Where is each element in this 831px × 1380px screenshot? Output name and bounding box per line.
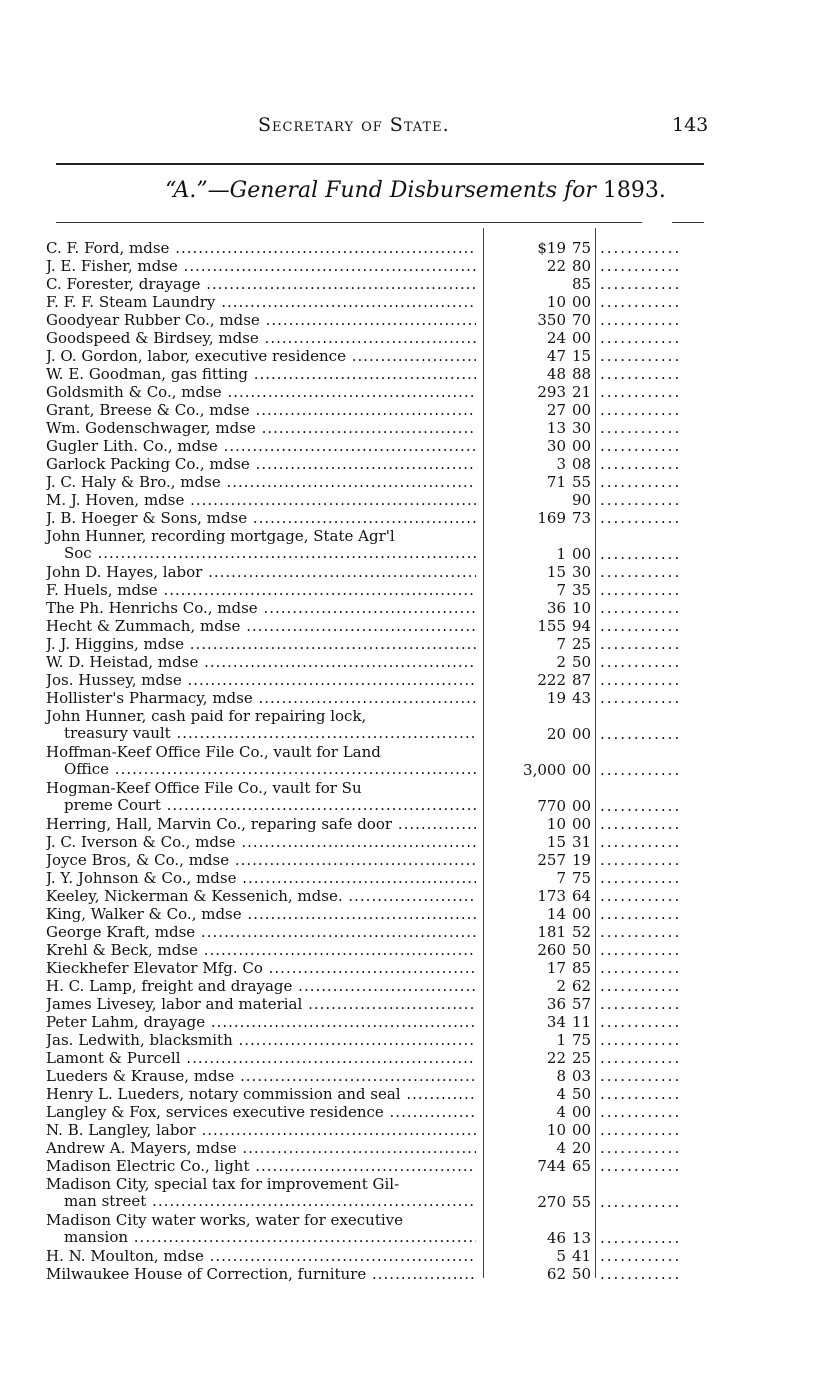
payee-name-line1: Hogman-Keef Office File Co., vault for Su [46,779,362,797]
payee-name: Kieckhefer Elevator Mfg. Co ..... [46,960,476,977]
payee-name: J. C. Haly & Bro., mdse ..... [46,474,476,491]
payee-name-line2: Soc ..... [46,545,476,562]
amount-cents: 10 [572,599,592,617]
amount-cents: 00 [572,725,592,743]
amount-dollars: $19 [537,239,566,257]
amount-cents: 90 [572,491,592,509]
amount-cents: 50 [572,1265,592,1283]
payee-name-line2: Office ..... [46,761,476,778]
amount-cents: 55 [572,473,592,491]
dot-leader: ............ [600,672,682,689]
amount-dollars: 7 [556,635,566,653]
dot-leader: ............ [600,1014,682,1031]
amount-dollars: 1 [556,1031,566,1049]
amount-dollars: 4 [556,1103,566,1121]
amount-cents: 00 [572,545,592,563]
amount-cents: 85 [572,275,592,293]
amount-dollars: 20 [546,725,566,743]
amount-cents: 57 [572,995,592,1013]
amount-dollars: 4 [556,1085,566,1103]
amount-dollars: 62 [546,1265,566,1283]
payee-name [46,780,476,814]
amount-cents: 00 [572,329,592,347]
amount-cents: 00 [572,1121,592,1139]
dot-leader: ............ [600,924,682,941]
amount-cents: 65 [572,1157,592,1175]
amount-dollars: 222 [537,671,566,689]
payee-name: Goodyear Rubber Co., mdse ..... [46,312,476,329]
amount-cents: 00 [572,437,592,455]
dot-leader: ............ [600,1230,682,1247]
payee-name-line1: Madison City water works, water for executive [46,1211,403,1229]
dot-leader: ............ [600,510,682,527]
payee-name: Lamont & Purcell ..... [46,1050,476,1067]
payee-name: Krehl & Beck, mdse ..... [46,942,476,959]
dot-leader: ............ [600,996,682,1013]
amount-dollars: 15 [546,833,566,851]
amount-cents: 00 [572,293,592,311]
amount-dollars: 27 [546,401,566,419]
amount-dollars: 270 [537,1193,566,1211]
amount-cents: 00 [572,1103,592,1121]
payee-name: Milwaukee House of Correction, furniture ..... [46,1266,476,1283]
amount-dollars: 3 [556,455,566,473]
amount-cents: 19 [572,851,592,869]
dot-leader: ............ [600,1122,682,1139]
payee-name: Peter Lahm, drayage ..... [46,1014,476,1031]
amount-dollars: 24 [546,329,566,347]
payee-name: Lueders & Krause, mdse ..... [46,1068,476,1085]
payee-name-line2: preme Court ..... [46,797,476,814]
payee-name: J. O. Gordon, labor, executive residence ..... [46,348,476,365]
amount-dollars: 13 [546,419,566,437]
payee-name: Hollister's Pharmacy, mdse ..... [46,690,476,707]
dot-leader: ............ [600,438,682,455]
dot-leader: ............ [600,564,682,581]
dot-leader: ............ [600,1086,682,1103]
payee-name-line1: Hoffman-Keef Office File Co., vault for Land [46,743,381,761]
amount-dollars: 744 [537,1157,566,1175]
payee-name: Joyce Bros, & Co., mdse ..... [46,852,476,869]
amount-dollars: 7 [556,869,566,887]
dot-leader: ............ [600,1104,682,1121]
amount-dollars: 17 [546,959,566,977]
amount-dollars: 770 [537,797,566,815]
amount-dollars: 155 [537,617,566,635]
payee-name: H. C. Lamp, freight and drayage ..... [46,978,476,995]
dot-leader: ............ [600,762,682,779]
payee-name: N. B. Langley, labor ..... [46,1122,476,1139]
dot-leader: ............ [600,1050,682,1067]
amount-cents: 31 [572,833,592,851]
amount-cents: 64 [572,887,592,905]
payee-name: J. E. Fisher, mdse ..... [46,258,476,275]
payee-name: M. J. Hoven, mdse ..... [46,492,476,509]
amount-dollars: 8 [556,1067,566,1085]
dot-leader: ............ [600,1158,682,1175]
amount-cents: 00 [572,905,592,923]
dot-leader: ............ [600,420,682,437]
dot-leader: ............ [600,654,682,671]
amount-cents: 41 [572,1247,592,1265]
payee-name: Jos. Hussey, mdse ..... [46,672,476,689]
payee-name: Herring, Hall, Marvin Co., reparing safe door ..... [46,816,476,833]
dot-leader: ............ [600,474,682,491]
payee-name: H. N. Moulton, mdse ..... [46,1248,476,1265]
amount-dollars: 4 [556,1139,566,1157]
dot-leader: ............ [600,402,682,419]
dot-leader: ............ [600,942,682,959]
amount-dollars: 36 [546,995,566,1013]
dot-leader: ............ [600,1194,682,1211]
payee-name-line1: John Hunner, cash paid for repairing lock, [46,707,367,725]
payee-name: Langley & Fox, services executive residence ..... [46,1104,476,1121]
dot-leader: ............ [600,294,682,311]
amount-cents: 30 [572,419,592,437]
amount-dollars: 10 [546,815,566,833]
amount-dollars: 46 [546,1229,566,1247]
amount-cents: 50 [572,941,592,959]
amount-cents: 25 [572,1049,592,1067]
amount-cents: 00 [572,401,592,419]
amount-dollars: 3,000 [523,761,566,779]
payee-name [46,744,476,778]
amount-cents: 87 [572,671,592,689]
amount-cents: 50 [572,1085,592,1103]
running-title: Secretary of State. [258,114,450,136]
payee-name-line1: John Hunner, recording mortgage, State Agr'l [46,527,395,545]
dot-leader: ............ [600,978,682,995]
amount-dollars: 71 [546,473,566,491]
amount-cents: 03 [572,1067,592,1085]
payee-name-line2: treasury vault ..... [46,725,476,742]
payee-name: Andrew A. Mayers, mdse ..... [46,1140,476,1157]
dot-leader: ............ [600,384,682,401]
payee-name: Goldsmith & Co., mdse ..... [46,384,476,401]
dot-leader: ............ [600,618,682,635]
dot-leader: ............ [600,906,682,923]
dot-leader: ............ [600,276,682,293]
payee-name: Garlock Packing Co., mdse ..... [46,456,476,473]
dot-leader: ............ [600,258,682,275]
amount-dollars: 36 [546,599,566,617]
payee-name: W. E. Goodman, gas fitting ..... [46,366,476,383]
amount-dollars: 173 [537,887,566,905]
amount-dollars: 350 [537,311,566,329]
amount-cents: 94 [572,617,592,635]
payee-name: Henry L. Lueders, notary commission and seal ..... [46,1086,476,1103]
dot-leader: ............ [600,852,682,869]
amount-cents: 85 [572,959,592,977]
amount-dollars: 257 [537,851,566,869]
dot-leader: ............ [600,726,682,743]
amount-cents: 08 [572,455,592,473]
table-title-text: “A.”—General Fund Disbursements for [165,178,596,203]
amount-cents: 15 [572,347,592,365]
amount-cents: 13 [572,1229,592,1247]
amount-cents: 75 [572,1031,592,1049]
payee-name: Madison Electric Co., light ..... [46,1158,476,1175]
payee-name: J. J. Higgins, mdse ..... [46,636,476,653]
payee-name [46,708,476,742]
payee-name: Wm. Godenschwager, mdse ..... [46,420,476,437]
payee-name: Jas. Ledwith, blacksmith ..... [46,1032,476,1049]
dot-leader: ............ [600,240,682,257]
payee-name: C. F. Ford, mdse ..... [46,240,476,257]
payee-name: King, Walker & Co., mdse ..... [46,906,476,923]
amount-cents: 35 [572,581,592,599]
amount-dollars: 48 [546,365,566,383]
dot-leader: ............ [600,1140,682,1157]
payee-name-line2: man street ..... [46,1193,476,1210]
amount-cents: 21 [572,383,592,401]
amount-dollars: 2 [556,653,566,671]
payee-name: J. C. Iverson & Co., mdse ..... [46,834,476,851]
amount-dollars: 19 [546,689,566,707]
amount-dollars: 22 [546,1049,566,1067]
payee-name: Keeley, Nickerman & Kessenich, mdse. ..... [46,888,476,905]
payee-name: Gugler Lith. Co., mdse ..... [46,438,476,455]
amount-cents: 55 [572,1193,592,1211]
dot-leader: ............ [600,870,682,887]
amount-dollars: 260 [537,941,566,959]
amount-dollars: 181 [537,923,566,941]
dot-leader: ............ [600,492,682,509]
payee-name: W. D. Heistad, mdse ..... [46,654,476,671]
payee-name: F. Huels, mdse ..... [46,582,476,599]
table-title-year: 1893. [602,178,666,203]
amount-dollars: 1 [556,545,566,563]
amount-cents: 30 [572,563,592,581]
payee-name: Goodspeed & Birdsey, mdse ..... [46,330,476,347]
dot-leader: ............ [600,366,682,383]
amount-dollars: 22 [546,257,566,275]
payee-name [46,1176,476,1210]
dot-leader: ............ [600,330,682,347]
amount-cents: 20 [572,1139,592,1157]
dot-leader: ............ [600,816,682,833]
amount-dollars: 14 [546,905,566,923]
amount-cents: 11 [572,1013,592,1031]
amount-cents: 00 [572,797,592,815]
amount-cents: 50 [572,653,592,671]
amount-cents: 73 [572,509,592,527]
dot-leader: ............ [600,1266,682,1283]
payee-name: F. F. F. Steam Laundry ..... [46,294,476,311]
dot-leader: ............ [600,960,682,977]
dot-leader: ............ [600,636,682,653]
payee-name-line1: Madison City, special tax for improvement Gil- [46,1175,400,1193]
payee-name: Hecht & Zummach, mdse ..... [46,618,476,635]
payee-name: James Livesey, labor and material ..... [46,996,476,1013]
dot-leader: ............ [600,888,682,905]
amount-cents: 00 [572,761,592,779]
amount-dollars: 30 [546,437,566,455]
amount-cents: 70 [572,311,592,329]
dot-leader: ............ [600,690,682,707]
dot-leader: ............ [600,600,682,617]
amount-dollars: 7 [556,581,566,599]
amount-dollars: 10 [546,1121,566,1139]
payee-name: J. B. Hoeger & Sons, mdse ..... [46,510,476,527]
amount-cents: 62 [572,977,592,995]
amount-dollars: 5 [556,1247,566,1265]
amount-dollars: 47 [546,347,566,365]
amount-cents: 88 [572,365,592,383]
amount-dollars: 2 [556,977,566,995]
amount-cents: 75 [572,239,592,257]
payee-name: C. Forester, drayage ..... [46,276,476,293]
payee-name: Grant, Breese & Co., mdse ..... [46,402,476,419]
dot-leader: ............ [600,834,682,851]
dot-leader: ............ [600,582,682,599]
amount-dollars: 293 [537,383,566,401]
dot-leader: ............ [600,1068,682,1085]
payee-name [46,528,476,562]
page-number: 143 [672,114,709,136]
amount-cents: 43 [572,689,592,707]
payee-name: John D. Hayes, labor ..... [46,564,476,581]
payee-name [46,1212,476,1246]
dot-leader: ............ [600,1248,682,1265]
payee-name: George Kraft, mdse ..... [46,924,476,941]
dot-leader: ............ [600,546,682,563]
payee-name: J. Y. Johnson & Co., mdse ..... [46,870,476,887]
payee-name-line2: mansion ..... [46,1229,476,1246]
dot-leader: ............ [600,798,682,815]
amount-cents: 00 [572,815,592,833]
amount-dollars: 10 [546,293,566,311]
amount-dollars: 15 [546,563,566,581]
dot-leader: ............ [600,456,682,473]
amount-dollars: 34 [546,1013,566,1031]
dot-leader: ............ [600,348,682,365]
amount-cents: 80 [572,257,592,275]
amount-cents: 75 [572,869,592,887]
amount-dollars: 169 [537,509,566,527]
amount-cents: 52 [572,923,592,941]
dot-leader: ............ [600,312,682,329]
payee-name: The Ph. Henrichs Co., mdse ..... [46,600,476,617]
dot-leader: ............ [600,1032,682,1049]
amount-cents: 25 [572,635,592,653]
